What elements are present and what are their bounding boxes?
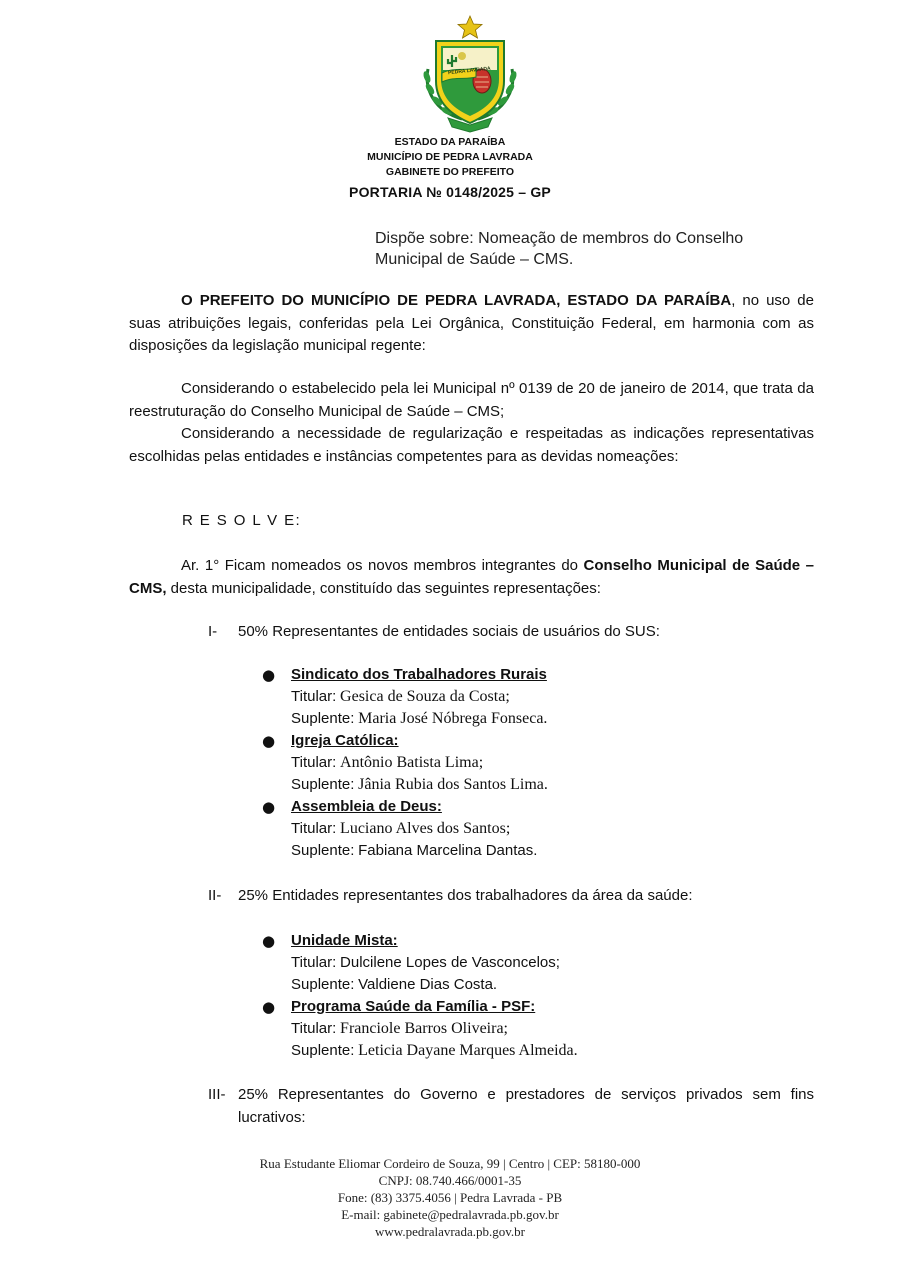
suplente-name: Maria José Nóbrega Fonseca. [358, 710, 548, 727]
section-iii [208, 1084, 814, 1129]
municipal-crest-logo [418, 15, 522, 133]
consideration-paragraph: Considerando a necessidade de regularização e respeitadas as indicações representativas escolhidas pelas entidades e instâncias competentes para as devidas nomeações: [129, 425, 814, 465]
entity-name: Igreja Católica: [291, 732, 399, 749]
section-number: III- [208, 1086, 226, 1103]
entity-item [262, 930, 822, 996]
titular-label: Titular: [291, 820, 337, 837]
footer-phone: Fone: (83) 3375.4056 | Pedra Lavrada - PB [337, 1190, 563, 1205]
preamble-rest: , no uso de suas atribuições legais, conferidas pela Lei Orgânica, Constituição Federal, em harmonia com as disposições da legislação municipal regente: [129, 292, 814, 354]
titular-line [291, 752, 822, 774]
bullet-icon: ● [262, 932, 276, 950]
ementa: Dispõe sobre: Nomeação de membros do Conselho Municipal de Saúde – CMS. [375, 230, 744, 268]
suplente-name: Fabiana Marcelina Dantas. [358, 842, 538, 859]
bullet-icon: ● [262, 666, 276, 684]
suplente-label: Suplente: [291, 976, 355, 993]
section-i-entities [262, 664, 822, 862]
titular-line [291, 686, 822, 708]
suplente-label: Suplente: [291, 710, 355, 727]
suplente-line [291, 840, 822, 862]
entity-item [262, 664, 822, 730]
titular-line [291, 818, 822, 840]
footer-address: Rua Estudante Eliomar Cordeiro de Souza, 99 | Centro | CEP: 58180-000 [259, 1156, 641, 1171]
titular-line [291, 952, 822, 974]
entity-name: Assembleia de Deus: [291, 798, 442, 815]
titular-label: Titular: [291, 954, 337, 971]
preamble-paragraph [129, 290, 814, 358]
footer [0, 1155, 900, 1240]
suplente-line [291, 708, 822, 730]
entity-name: Programa Saúde da Família - PSF: [291, 998, 536, 1015]
titular-label: Titular: [291, 688, 337, 705]
titular-name: Gesica de Souza da Costa; [340, 688, 510, 705]
header-state: ESTADO DA PARAÍBA [394, 136, 506, 148]
suplente-line [291, 974, 822, 996]
section-text: 50% Representantes de entidades sociais de usuários do SUS: [238, 623, 660, 640]
suplente-line [291, 1040, 822, 1062]
suplente-label: Suplente: [291, 776, 355, 793]
section-number: I- [208, 623, 218, 640]
titular-name: Luciano Alves dos Santos; [340, 820, 511, 837]
consideration-paragraph: Considerando o estabelecido pela lei Municipal nº 0139 de 20 de janeiro de 2014, que trata da reestruturação do Conselho Municipal de Saúde – CMS; [129, 380, 814, 420]
crest-banner-text: PEDRA LAVRADA [447, 65, 491, 77]
article-1-bold: Conselho Municipal de Saúde – CMS, [129, 557, 814, 597]
suplente-line [291, 774, 822, 796]
titular-name: Antônio Batista Lima; [340, 754, 484, 771]
footer-website: www.pedralavrada.pb.gov.br [375, 1224, 525, 1239]
resolve-heading: R E S O L V E: [182, 512, 302, 529]
preamble-bold: O PREFEITO DO MUNICÍPIO DE PEDRA LAVRADA, ESTADO DA PARAÍBA [181, 292, 732, 309]
entity-item [262, 796, 822, 862]
suplente-name: Jânia Rubia dos Santos Lima. [358, 776, 548, 793]
entity-item [262, 996, 822, 1062]
titular-name: Dulcilene Lopes de Vasconcelos; [340, 954, 560, 971]
article-1-paragraph [129, 555, 814, 600]
bullet-icon: ● [262, 732, 276, 750]
section-number: II- [208, 887, 222, 904]
section-i [208, 621, 814, 644]
titular-label: Titular: [291, 754, 337, 771]
portaria-title: PORTARIA № 0148/2025 – GP [349, 184, 551, 200]
entity-name: Sindicato dos Trabalhadores Rurais [291, 666, 547, 683]
titular-label: Titular: [291, 1020, 337, 1037]
section-text: 25% Representantes do Governo e prestadores de serviços privados sem fins lucrativos: [238, 1086, 814, 1126]
section-ii-entities [262, 930, 822, 1062]
suplente-label: Suplente: [291, 1042, 355, 1059]
header-office: GABINETE DO PREFEITO [385, 166, 515, 178]
article-1-end: desta municipalidade, constituído das seguintes representações: [166, 579, 601, 597]
titular-line [291, 1018, 822, 1040]
entity-name: Unidade Mista: [291, 932, 398, 949]
footer-cnpj: CNPJ: 08.740.466/0001-35 [378, 1173, 522, 1188]
section-text: 25% Entidades representantes dos trabalhadores da área da saúde: [238, 887, 693, 904]
footer-email: E-mail: gabinete@pedralavrada.pb.gov.br [341, 1207, 559, 1222]
entity-item [262, 730, 822, 796]
suplente-name: Valdiene Dias Costa. [358, 976, 498, 993]
titular-name: Franciole Barros Oliveira; [340, 1020, 508, 1037]
section-ii [208, 885, 814, 908]
suplente-label: Suplente: [291, 842, 355, 859]
bullet-icon: ● [262, 798, 276, 816]
bullet-icon: ● [262, 998, 276, 1016]
article-1-start: Ar. 1° Ficam nomeados os novos membros integrantes do [181, 557, 584, 574]
header-municipality: MUNICÍPIO DE PEDRA LAVRADA [367, 151, 533, 163]
suplente-name: Leticia Dayane Marques Almeida. [358, 1042, 578, 1059]
